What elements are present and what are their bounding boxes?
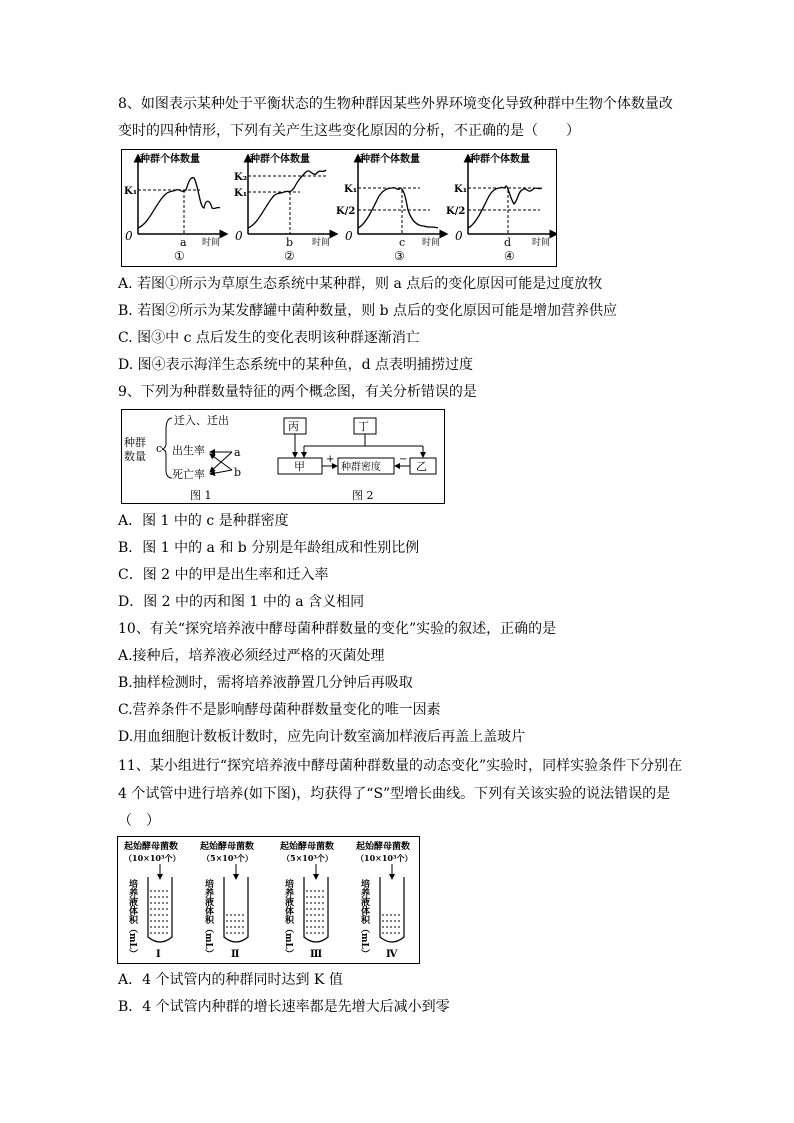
y-axis-label: 种群个体数量 xyxy=(250,154,310,165)
tube-top-label: 起始酵母菌数 xyxy=(280,842,335,852)
q8-option-b: B. 若图②所示为某发酵罐中菌种数量，则 b 点后的变化原因可能是增加营养供应 xyxy=(118,303,618,319)
q8-option-d: D. 图④表示海洋生态系统中的某种鱼，d 点表明捕捞过度 xyxy=(118,357,474,373)
y-axis-label: 种群个体数量 xyxy=(470,154,530,165)
q9-stem: 9、下列为种群数量特征的两个概念图，有关分析错误的是 xyxy=(118,384,477,400)
y-axis-label: 种群个体数量 xyxy=(140,154,200,165)
caption-fig2: 图 2 xyxy=(352,489,374,502)
node-density: 种群密度 xyxy=(341,462,381,473)
q9-option-b: B．图 1 中的 a 和 b 分别是年龄组成和性别比例 xyxy=(118,540,420,556)
q8-stem-line1: 8、如图表示某种处于平衡状态的生物种群因某些外界环境变化导致种群中生物个体数量改 xyxy=(118,96,673,112)
q9-figure xyxy=(121,409,445,504)
node-ding: 丁 xyxy=(358,420,369,433)
level-K1: K₁ xyxy=(454,184,468,195)
x-axis-label: 时间 xyxy=(532,238,551,248)
tube-side-label: 培养液体积（mL） xyxy=(283,879,293,958)
q11-option-a: A．4 个试管内的种群同时达到 K 值 xyxy=(118,972,343,988)
c-label: c xyxy=(156,442,163,455)
q10-option-d: D.用血细胞计数板计数时，应先向计数室滴加样液后再盖上盖玻片 xyxy=(118,729,526,745)
level-K1: K₁ xyxy=(344,184,358,195)
tube-top-label: 起始酵母菌数 xyxy=(124,842,179,852)
a-label: a xyxy=(234,446,241,459)
origin-label: 0 xyxy=(235,229,243,243)
level-K2: K₂ xyxy=(234,172,248,183)
tube-I xyxy=(124,840,180,960)
graph-num: ② xyxy=(284,249,295,263)
node-jia: 甲 xyxy=(294,460,305,473)
q8-stem-line2: 变时的四种情形，下列有关产生这些变化原因的分析，不正确的是（ ） xyxy=(118,123,580,139)
tube-count: （10×10³个） xyxy=(356,853,413,863)
point-c: c xyxy=(399,236,406,249)
tube-count: （5×10³个） xyxy=(282,853,333,863)
graph-4 xyxy=(446,152,554,263)
tube-roman: Ⅲ xyxy=(310,949,323,960)
concept-map-2 xyxy=(278,418,436,502)
point-b: b xyxy=(286,236,294,249)
level-K-half: K/2 xyxy=(446,206,466,217)
x-axis-label: 时间 xyxy=(202,238,221,248)
tube-side-label: 培养液体积（mL） xyxy=(127,879,137,958)
graph-1 xyxy=(124,152,224,263)
point-d: d xyxy=(504,236,512,249)
tube-top-label: 起始酵母菌数 xyxy=(200,842,255,852)
tube-top-label: 起始酵母菌数 xyxy=(356,842,411,852)
level-K-half: K/2 xyxy=(336,206,356,217)
q11-stem-line2: 4 个试管中进行培养(如下图)，均获得了“S”型增长曲线。下列有关该实验的说法错误的是 xyxy=(118,786,671,802)
q8-figure xyxy=(121,149,557,267)
q11-figure xyxy=(117,836,420,964)
q9-option-a: A．图 1 中的 c 是种群密度 xyxy=(118,513,289,529)
tube-side-label: 培养液体积（mL） xyxy=(203,879,213,958)
graph-3 xyxy=(336,152,444,263)
q11-stem-line3: （ ） xyxy=(118,813,160,829)
root-line2: 数量 xyxy=(124,450,146,463)
q10-option-c: C.营养条件不是影响酵母菌种群数量变化的唯一因素 xyxy=(118,702,441,718)
origin-label: 0 xyxy=(345,229,353,243)
graph-num: ① xyxy=(174,249,185,263)
tube-II xyxy=(200,840,254,960)
y-axis-label: 种群个体数量 xyxy=(360,154,420,165)
tube-roman: Ⅳ xyxy=(386,949,398,960)
tube-roman: Ⅰ xyxy=(156,949,161,960)
graph-num: ④ xyxy=(504,249,515,263)
minus-sign: − xyxy=(399,454,408,465)
q11-stem-line1: 11、某小组进行“探究培养液中酵母菌种群数量的动态变化”实验时，同样实验条件下分别在 xyxy=(118,758,683,774)
q11-option-b: B．4 个试管内种群的增长速率都是先增大后减小到零 xyxy=(118,999,450,1015)
q9-option-d: D．图 2 中的丙和图 1 中的 a 含义相同 xyxy=(118,594,365,610)
q10-stem: 10、有关“探究培养液中酵母菌种群数量的变化”实验的叙述，正确的是 xyxy=(118,621,557,637)
tube-count: （5×10³个） xyxy=(202,853,253,863)
x-axis-label: 时间 xyxy=(312,238,331,248)
root-line1: 种群 xyxy=(124,436,146,449)
node-yi: 乙 xyxy=(416,460,427,473)
q9-option-c: C．图 2 中的甲是出生率和迁入率 xyxy=(118,567,329,583)
item-migration: 迁入、迁出 xyxy=(174,414,229,427)
concept-map-1 xyxy=(124,413,241,502)
tube-roman: Ⅱ xyxy=(231,949,240,960)
level-K1: K₁ xyxy=(124,186,138,197)
q10-option-a: A.接种后，培养液必须经过严格的灭菌处理 xyxy=(118,648,385,664)
graph-2 xyxy=(234,152,334,263)
b-label: b xyxy=(234,466,242,479)
tube-side-label: 培养液体积（mL） xyxy=(359,879,369,958)
item-death-rate: 死亡率 xyxy=(172,468,205,481)
x-axis-label: 时间 xyxy=(422,238,441,248)
caption-fig1: 图 1 xyxy=(190,489,212,502)
tube-III xyxy=(280,840,334,960)
tube-IV xyxy=(356,840,412,960)
graph-num: ③ xyxy=(394,249,405,263)
tube-count: （10×10³个） xyxy=(124,853,181,863)
q8-option-a: A. 若图①所示为草原生态系统中某种群，则 a 点后的变化原因可能是过度放牧 xyxy=(118,276,603,292)
q8-option-c: C. 图③中 c 点后发生的变化表明该种群逐渐消亡 xyxy=(118,330,420,346)
level-K1: K₁ xyxy=(234,188,248,199)
plus-sign: + xyxy=(326,454,335,465)
point-a: a xyxy=(180,236,187,249)
origin-label: 0 xyxy=(125,229,133,243)
node-bing: 丙 xyxy=(288,420,299,433)
q10-option-b: B.抽样检测时，需将培养液静置几分钟后再吸取 xyxy=(118,675,413,691)
item-birth-rate: 出生率 xyxy=(172,444,205,457)
origin-label: 0 xyxy=(455,229,463,243)
